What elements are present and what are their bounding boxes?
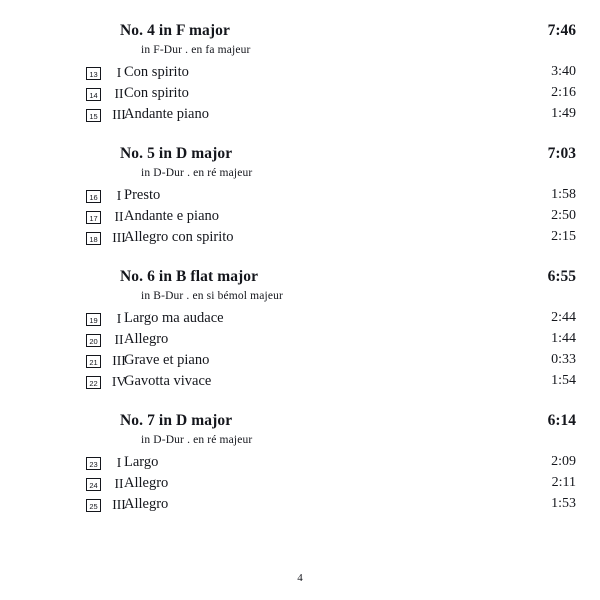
movement-title: Largo <box>124 454 159 470</box>
movement-numeral: I <box>116 65 122 80</box>
movement-duration: 2:16 <box>551 85 576 100</box>
work-subtitle: in F-Dur . en fa majeur <box>141 44 251 56</box>
movement-title: Allegro <box>124 496 169 512</box>
work-header <box>0 145 600 169</box>
section-spacer <box>0 256 600 268</box>
movement-title: Presto <box>124 187 161 203</box>
track-number: 20 <box>86 334 101 347</box>
movement-duration: 1:53 <box>551 496 576 511</box>
movement-row <box>0 208 600 229</box>
movement-numeral: IV <box>111 374 127 389</box>
work-subtitle: in D-Dur . en ré majeur <box>141 434 253 446</box>
movement-numeral: III <box>112 107 126 122</box>
movement-title: Con spirito <box>124 85 189 101</box>
movement-title: Andante e piano <box>124 208 220 224</box>
movement-duration: 1:58 <box>551 187 576 202</box>
section-spacer <box>0 133 600 145</box>
work-duration: 7:46 <box>547 22 576 39</box>
movement-duration: 1:49 <box>551 106 576 121</box>
work-listing <box>0 268 600 394</box>
track-number: 15 <box>86 109 101 122</box>
work-listing <box>0 412 600 517</box>
movement-duration: 2:50 <box>551 208 576 223</box>
movement-row <box>0 373 600 394</box>
movement-title: Allegro <box>124 475 169 491</box>
movement-numeral: II <box>114 209 124 224</box>
work-header <box>0 22 600 46</box>
track-number: 22 <box>86 376 101 389</box>
movement-title: Gavotta vivace <box>124 373 212 389</box>
movement-title: Grave et piano <box>124 352 210 368</box>
movement-numeral: I <box>116 188 122 203</box>
movement-row <box>0 454 600 475</box>
track-number: 18 <box>86 232 101 245</box>
track-number: 19 <box>86 313 101 326</box>
movement-duration: 2:09 <box>551 454 576 469</box>
track-number: 24 <box>86 478 101 491</box>
movement-row <box>0 496 600 517</box>
track-number: 17 <box>86 211 101 224</box>
movement-row <box>0 331 600 352</box>
movement-numeral: I <box>116 455 122 470</box>
movement-numeral: III <box>112 353 126 368</box>
movement-row <box>0 187 600 208</box>
movement-duration: 1:44 <box>551 331 576 346</box>
work-header <box>0 412 600 436</box>
movement-title: Allegro con spirito <box>124 229 234 245</box>
work-listing <box>0 22 600 127</box>
movement-row <box>0 352 600 373</box>
movement-duration: 0:33 <box>551 352 576 367</box>
work-title: No. 6 in B flat major <box>120 268 259 285</box>
movement-row <box>0 64 600 85</box>
movement-row <box>0 106 600 127</box>
movement-title: Andante piano <box>124 106 209 122</box>
movement-title: Largo ma audace <box>124 310 224 326</box>
track-number: 16 <box>86 190 101 203</box>
movement-row <box>0 475 600 496</box>
work-subtitle: in D-Dur . en ré majeur <box>141 167 253 179</box>
movement-duration: 2:11 <box>551 475 576 490</box>
movement-numeral: II <box>114 86 124 101</box>
movement-duration: 1:54 <box>551 373 576 388</box>
movement-numeral: III <box>112 497 126 512</box>
work-duration: 7:03 <box>547 145 576 162</box>
movement-row <box>0 229 600 250</box>
movement-row <box>0 310 600 331</box>
movement-numeral: I <box>116 311 122 326</box>
work-subtitle: in B-Dur . en si bémol majeur <box>141 290 284 302</box>
movement-numeral: II <box>114 476 124 491</box>
movement-duration: 2:44 <box>551 310 576 325</box>
work-duration: 6:55 <box>547 268 576 285</box>
movement-numeral: III <box>112 230 126 245</box>
track-number: 14 <box>86 88 101 101</box>
movement-numeral: II <box>114 332 124 347</box>
work-title: No. 7 in D major <box>120 412 233 429</box>
section-spacer <box>0 400 600 412</box>
track-number: 13 <box>86 67 101 80</box>
page-number: 4 <box>297 572 303 584</box>
movement-duration: 3:40 <box>551 64 576 79</box>
movement-duration: 2:15 <box>551 229 576 244</box>
work-title: No. 4 in F major <box>120 22 230 39</box>
work-title: No. 5 in D major <box>120 145 233 162</box>
movement-title: Con spirito <box>124 64 189 80</box>
movement-row <box>0 85 600 106</box>
track-number: 23 <box>86 457 101 470</box>
movement-title: Allegro <box>124 331 169 347</box>
work-duration: 6:14 <box>547 412 576 429</box>
track-number: 21 <box>86 355 101 368</box>
track-number: 25 <box>86 499 101 512</box>
work-listing <box>0 145 600 250</box>
work-header <box>0 268 600 292</box>
